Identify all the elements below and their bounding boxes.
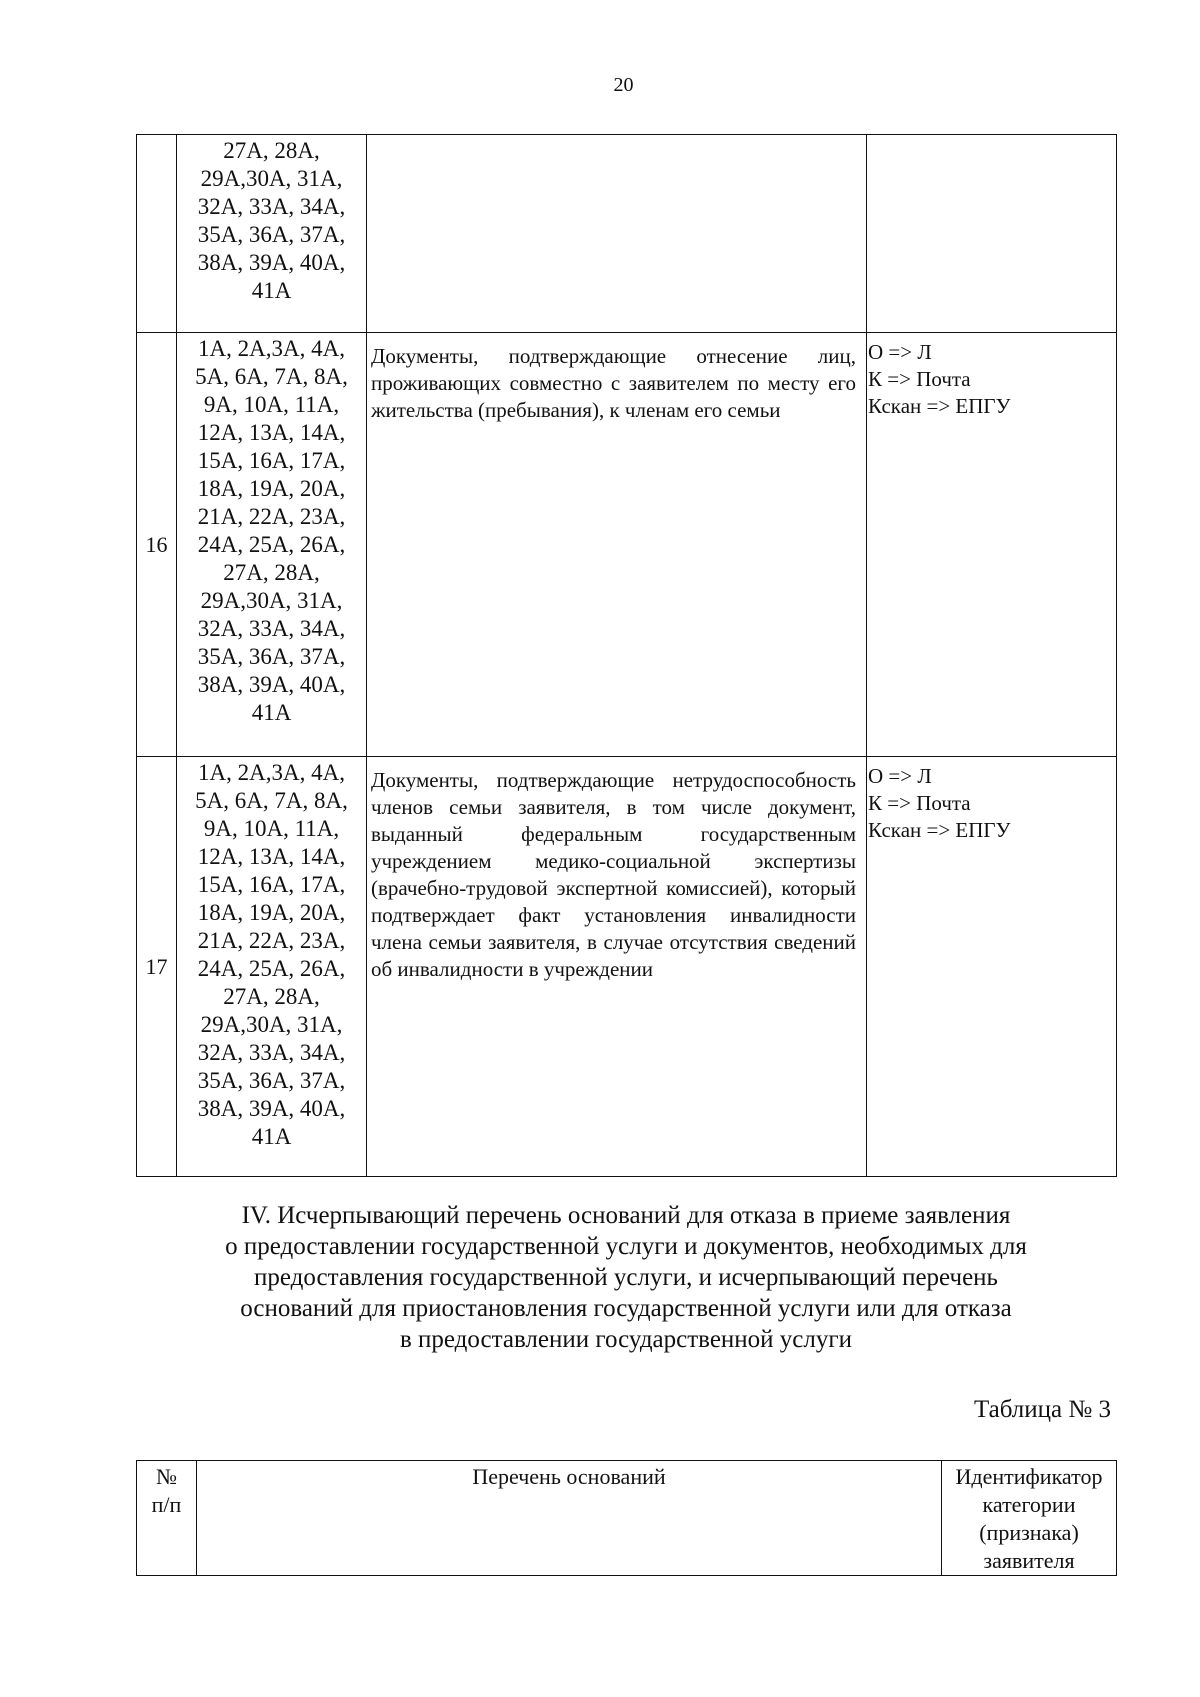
applicant-codes: 27А, 28А, 29А,30А, 31А, 32А, 33А, 34А, 35А, 36А, 37А, 38А, 39А, 40А, 41А (177, 135, 367, 333)
page-number: 20 (613, 74, 634, 96)
header-grounds: Перечень оснований (197, 1461, 942, 1576)
row-number (137, 135, 177, 333)
documents-table (136, 134, 1117, 1177)
row-number: 16 (137, 333, 177, 757)
table-row (137, 333, 1117, 757)
document-description (367, 135, 867, 333)
submission-method: О => Л К => Почта Кскан => ЕПГУ (867, 333, 1117, 757)
refusal-grounds-table (136, 1460, 1117, 1576)
row-number: 17 (137, 757, 177, 1177)
document-description: Документы, подтверждающие отнесение лиц, проживающих совместно с заявителем по месту его жительства (пребывания), к членам его семьи (367, 333, 867, 757)
applicant-codes: 1А, 2А,3А, 4А, 5А, 6А, 7А, 8А, 9А, 10А, 11А, 12А, 13А, 14А, 15А, 16А, 17А, 18А, 19А, 20А, 21А, 22А, 23А, 24А, 25А, 26А, 27А, 28А, 29А,30А, 31А, 32А, 33А, 34А, 35А, 36А, 37А, 38А, 39А, 40А, 41А (177, 333, 367, 757)
table-header-row (137, 1461, 1117, 1576)
table-caption: Таблица № 3 (973, 1396, 1111, 1423)
table-row (137, 757, 1117, 1177)
document-description: Документы, подтверждающие нетрудоспособность членов семьи заявителя, в том числе документ, выданный федеральным государственным учреждением медико-социальной экспертизы (врачебно-трудовой экспертной комиссией), который подтверждает факт установления инвалидности члена семьи заявителя, в случае отсутствия сведений об инвалидности в учреждении (367, 757, 867, 1177)
section-heading: IV. Исчерпывающий перечень оснований для отказа в приеме заявления о предоставлении государственной услуги и документов, необходимых для предоставления государственной услуги, и исчерпывающий перечень оснований для приостановления государственной услуги или для отказа в предоставлении государственной услуги (225, 1202, 1027, 1353)
header-number: № п/п (137, 1461, 197, 1576)
applicant-codes: 1А, 2А,3А, 4А, 5А, 6А, 7А, 8А, 9А, 10А, 11А, 12А, 13А, 14А, 15А, 16А, 17А, 18А, 19А, 20А, 21А, 22А, 23А, 24А, 25А, 26А, 27А, 28А, 29А,30А, 31А, 32А, 33А, 34А, 35А, 36А, 37А, 38А, 39А, 40А, 41А (177, 757, 367, 1177)
submission-method: О => Л К => Почта Кскан => ЕПГУ (867, 757, 1117, 1177)
header-identifier: Идентификатор категории (признака) заявителя (942, 1461, 1117, 1576)
submission-method (867, 135, 1117, 333)
table-row (137, 135, 1117, 333)
